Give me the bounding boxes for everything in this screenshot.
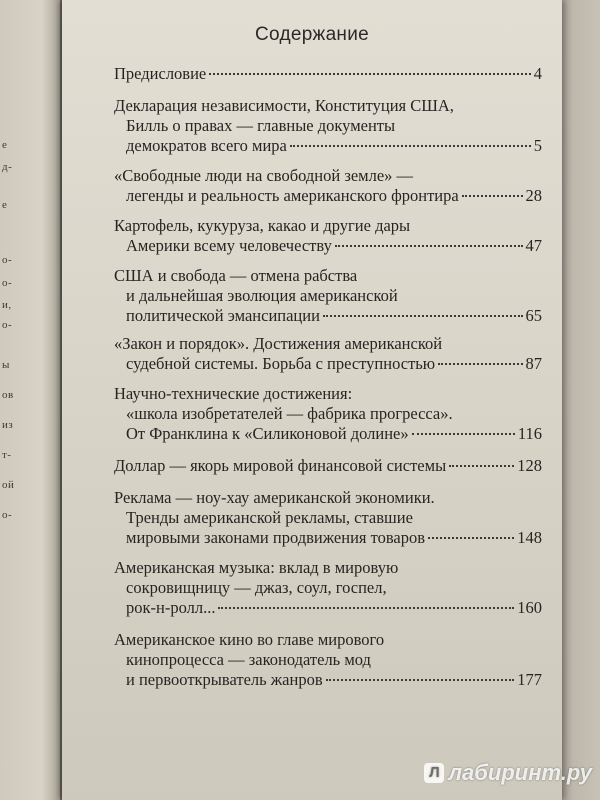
toc-entry-text: легенды и реальность американского фронтира — [126, 186, 459, 205]
toc-entry[interactable] — [114, 216, 542, 256]
toc-page-number: 177 — [517, 670, 542, 689]
dot-leader — [218, 607, 514, 609]
background-text-fragment: о- — [2, 254, 13, 266]
toc-page-number: 148 — [517, 528, 542, 547]
dot-leader — [323, 315, 523, 317]
toc-entry-last-line — [114, 670, 542, 690]
toc-page-number: 87 — [525, 354, 542, 373]
toc-entry-text: политической эмансипации — [126, 306, 320, 325]
toc-entry[interactable] — [114, 384, 542, 444]
book-page — [62, 0, 562, 800]
toc-entry[interactable] — [114, 334, 542, 374]
toc-page-number: 65 — [525, 306, 542, 325]
dot-leader — [326, 679, 515, 681]
toc-entry-line: Тренды американской рекламы, ставшие — [126, 508, 413, 527]
background-text-fragment: о- — [2, 277, 13, 289]
background-left-page — [0, 0, 60, 800]
toc-entry-text: судебной системы. Борьба с преступностью — [126, 354, 436, 373]
toc-entry[interactable] — [114, 630, 542, 690]
toc-entry-text: демократов всего мира — [126, 136, 287, 155]
background-text-fragment: о- — [2, 319, 13, 331]
toc-entry-line: Научно-технические достижения: — [114, 384, 353, 403]
toc-entry-line: Реклама — ноу-хау американской экономики. — [114, 488, 435, 507]
toc-entry-last-line — [114, 598, 542, 618]
toc-entry-last-line — [114, 354, 542, 374]
toc-entry-text: Америки всему человечеству — [126, 236, 332, 255]
watermark-text: лабиринт.ру — [448, 760, 592, 785]
toc-entry-text: и первооткрыватель жанров — [126, 670, 323, 689]
toc-entry-text: мировыми законами продвижения товаров — [126, 528, 426, 547]
labirint-logo-icon: Л — [424, 763, 444, 783]
dot-leader — [438, 363, 522, 365]
dot-leader — [335, 245, 523, 247]
toc-page-number: 5 — [533, 136, 542, 155]
toc-page-number: 28 — [525, 186, 542, 205]
toc-page-number: 47 — [525, 236, 542, 255]
background-text-fragment: о- — [2, 509, 13, 521]
dot-leader — [428, 537, 514, 539]
toc-entry-last-line — [114, 186, 542, 206]
dot-leader — [449, 465, 514, 467]
toc-entry-line: Билль о правах — главные документы — [126, 116, 396, 135]
dot-leader — [209, 73, 531, 75]
toc-entry-line: Картофель, кукуруза, какао и другие дары — [114, 216, 411, 235]
toc-entry-last-line — [114, 306, 542, 326]
background-text-fragment: из — [2, 419, 14, 431]
toc-entry[interactable] — [114, 456, 542, 476]
toc-page-number: 160 — [517, 598, 542, 617]
background-text-fragment: т- — [2, 449, 12, 461]
background-text-fragment: ой — [2, 479, 15, 491]
toc-page-number: 4 — [533, 64, 542, 83]
toc-entry-line: кинопроцесса — законодатель мод — [126, 650, 371, 669]
toc-entry-line: США и свобода — отмена рабства — [114, 266, 358, 285]
background-text-fragment: е — [2, 139, 8, 151]
background-text-fragment: ы — [2, 359, 10, 371]
toc-entry-line: «школа изобретателей — фабрика прогресса». — [126, 404, 453, 423]
dot-leader — [290, 145, 531, 147]
toc-entry-line: «Закон и порядок». Достижения американской — [114, 334, 443, 353]
toc-entry-line: «Свободные люди на свободной земле» — — [114, 166, 414, 185]
toc-entry-line: Американская музыка: вклад в мировую — [114, 558, 399, 577]
background-text-fragment: ов — [2, 389, 14, 401]
background-text-fragment: е — [2, 199, 8, 211]
toc-entry[interactable] — [114, 166, 542, 206]
toc-entry-last-line — [114, 456, 542, 476]
toc-page-number: 128 — [517, 456, 542, 475]
toc-entry-text: От Франклина к «Силиконовой долине» — [126, 424, 409, 443]
toc-entry[interactable] — [114, 558, 542, 618]
toc-entry-line: Американское кино во главе мирового — [114, 630, 385, 649]
watermark — [424, 760, 592, 786]
toc-entry-text: Предисловие — [114, 64, 207, 83]
toc-entry-last-line — [114, 528, 542, 548]
toc-entry-line: сокровищницу — джаз, соул, госпел, — [126, 578, 387, 597]
toc-entry[interactable] — [114, 488, 542, 548]
toc-entry-text: рок-н-ролл... — [126, 598, 216, 617]
toc-entry-line: и дальнейшая эволюция американской — [126, 286, 398, 305]
background-text-fragment: д- — [2, 161, 13, 173]
toc-page-number: 116 — [517, 424, 542, 443]
toc-entry-last-line — [114, 236, 542, 256]
page-title: Содержание — [254, 24, 370, 45]
toc-entry-line: Декларация независимости, Конституция США, — [114, 96, 454, 115]
toc-entry-last-line — [114, 136, 542, 156]
toc-entry-last-line — [114, 424, 542, 444]
toc-entry-text: Доллар — якорь мировой финансовой системы — [114, 456, 447, 475]
toc-entry[interactable] — [114, 96, 542, 156]
dot-leader — [412, 433, 515, 435]
toc-entry[interactable] — [114, 64, 542, 84]
toc-entry[interactable] — [114, 266, 542, 326]
background-text-fragment: и, — [2, 299, 12, 311]
toc-entry-last-line — [114, 64, 542, 84]
dot-leader — [462, 195, 523, 197]
